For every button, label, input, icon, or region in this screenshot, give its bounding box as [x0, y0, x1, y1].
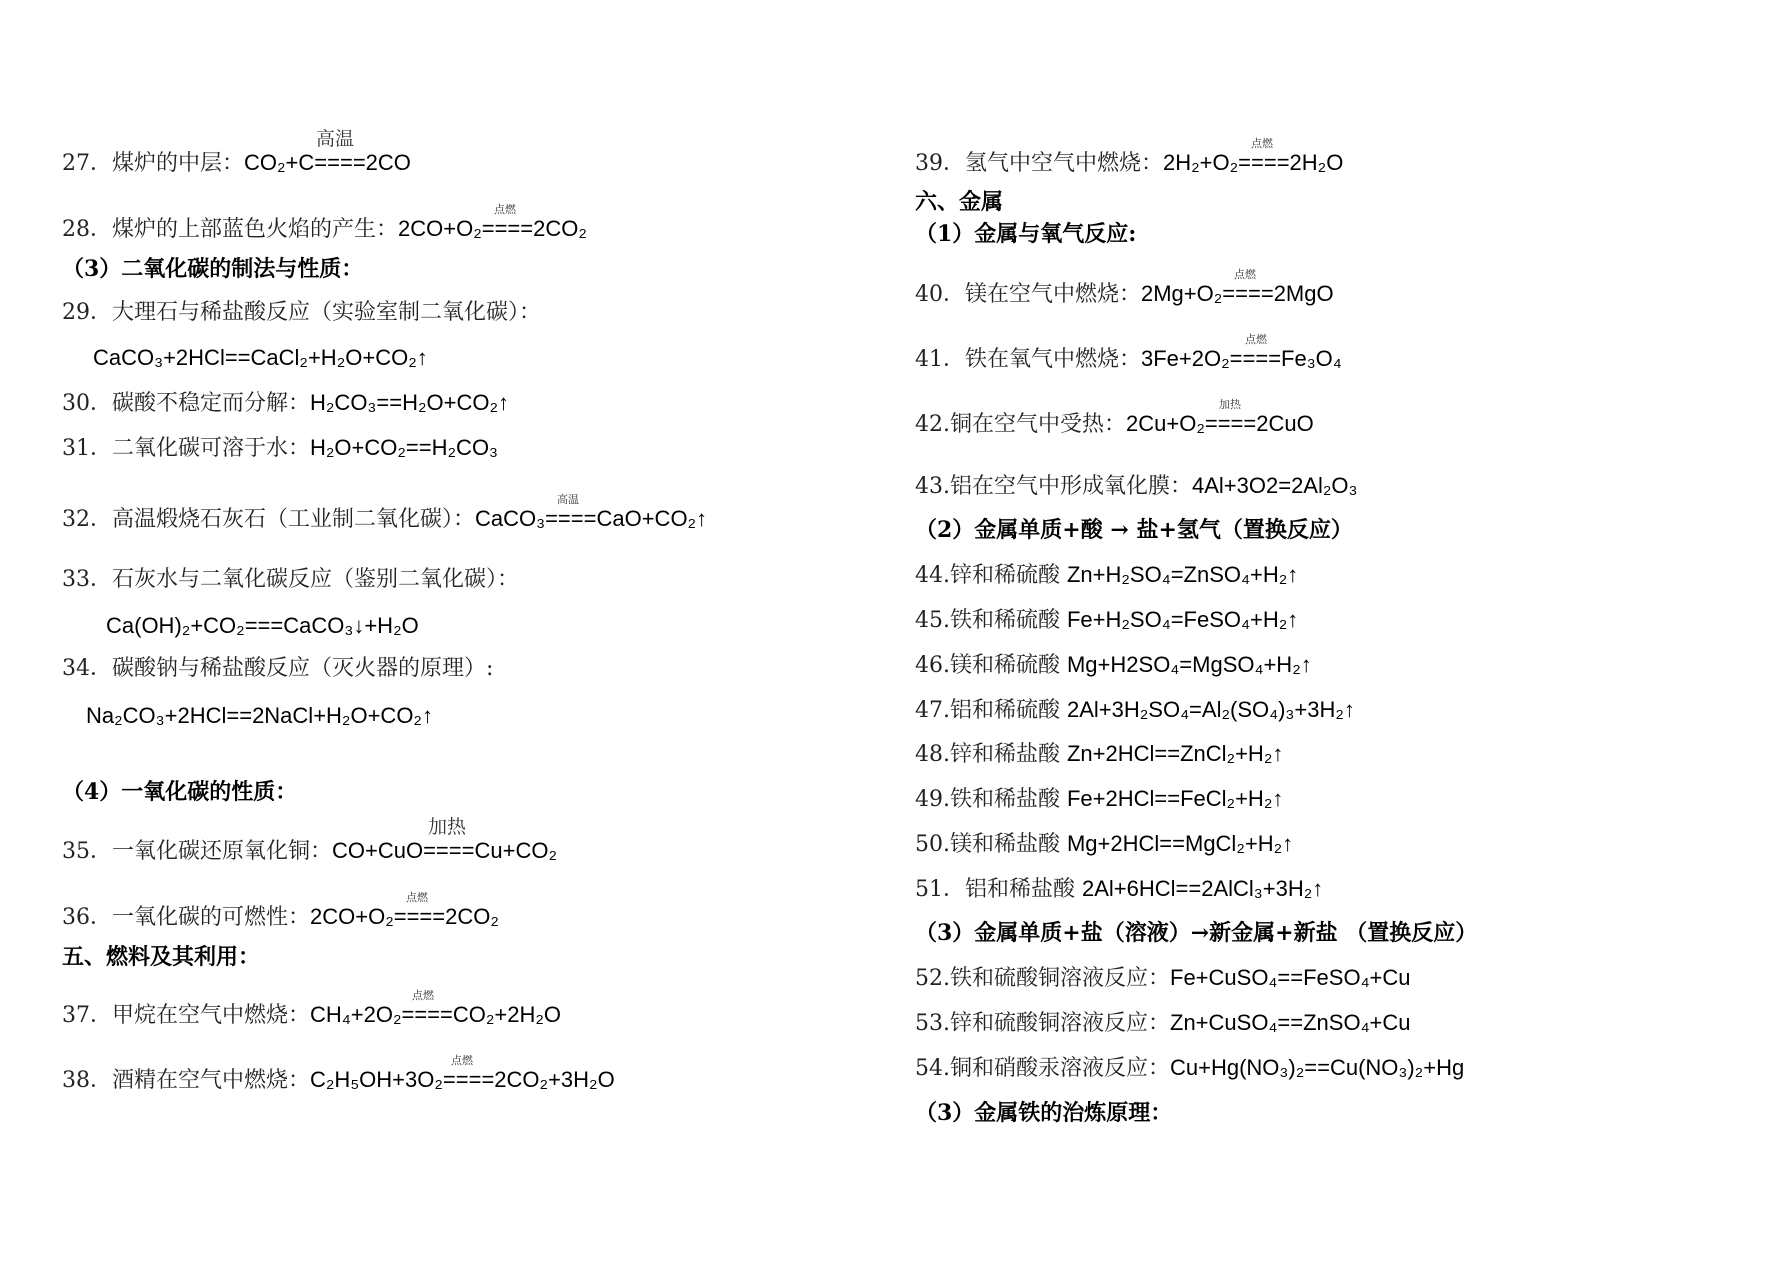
equation-text: 2CO+O₂====2CO₂: [310, 904, 499, 929]
line-27: [62, 128, 411, 177]
line-text: 41．铁在氧气中燃烧：: [915, 347, 1141, 372]
equation-text: C₂H₅OH+3O₂====2CO₂+3H₂O: [310, 1067, 615, 1092]
equation-text: Fe+H₂SO₄=FeSO₄+H₂↑: [1066, 607, 1299, 632]
line-text: 51．铝和稀盐酸: [915, 877, 1082, 902]
line-text: 53.锌和硫酸铜溶液反应：: [915, 1011, 1170, 1036]
section-heading: （3）金属单质+盐（溶液）→新金属+新盐 （置换反应）: [915, 920, 1478, 946]
condition-label: 点燃: [1234, 268, 1256, 281]
line-text: 45.铁和稀硫酸: [915, 608, 1067, 633]
equation-text: CH₄+2O₂====CO₂+2H₂O: [310, 1002, 562, 1027]
line-48: [915, 741, 1283, 768]
line-34: [62, 656, 493, 682]
line-text: 50.镁和稀盐酸: [915, 832, 1067, 857]
condition-label: 点燃: [406, 891, 428, 904]
equation-text: Zn+CuSO₄==ZnSO₄+Cu: [1170, 1010, 1411, 1035]
line-28: [62, 203, 587, 243]
condition-label: 点燃: [1251, 137, 1273, 150]
equation: [1126, 398, 1314, 436]
condition-label: 高温: [316, 128, 355, 150]
section-heading: （3）二氧化碳的制法与性质：: [62, 256, 364, 282]
line-29-equation: [93, 345, 428, 372]
equation-text: Mg+2HCl==MgCl₂+H₂↑: [1066, 831, 1294, 856]
line-47: [915, 697, 1355, 724]
equation-text: Ca(OH)₂+CO₂===CaCO₃↓+H₂O: [106, 613, 419, 638]
section-heading: （2）金属单质+酸 → 盐+氢气（置换反应）: [915, 517, 1353, 543]
equation: [1163, 137, 1344, 175]
equation-text: Fe+2HCl==FeCl₂+H₂↑: [1066, 786, 1284, 811]
equation-text: CaCO₃====CaO+CO₂↑: [475, 506, 708, 531]
line-text: 30．碳酸不稳定而分解：: [62, 391, 310, 416]
equation-text: Zn+H₂SO₄=ZnSO₄+H₂↑: [1066, 562, 1299, 587]
section-heading: 六、金属: [915, 189, 1004, 215]
equation-text: H₂CO₃==H₂O+CO₂↑: [310, 390, 510, 415]
line-53: [915, 1010, 1411, 1037]
section-heading: 五、燃料及其利用：: [62, 944, 261, 970]
equation-text: 4Al+3O2=2Al₂O₃: [1192, 473, 1358, 498]
line-text: 49.铁和稀盐酸: [915, 787, 1067, 812]
equation-text: 2Cu+O₂====2CuO: [1126, 411, 1314, 436]
line-40: [915, 268, 1334, 308]
equation-text: 2CO+O₂====2CO₂: [398, 216, 587, 241]
line-text: 35．一氧化碳还原氧化铜：: [62, 839, 332, 864]
section-heading: （4）一氧化碳的性质：: [62, 779, 298, 805]
line-text: 48.锌和稀盐酸: [915, 742, 1067, 767]
line-52: [915, 965, 1411, 992]
line-34-equation: [86, 703, 433, 730]
line-50: [915, 831, 1293, 858]
line-text: 42.铜在空气中受热：: [915, 412, 1126, 437]
line-51: [915, 876, 1323, 903]
line-42: [915, 398, 1314, 438]
line-46: [915, 652, 1312, 679]
line-30: [62, 390, 509, 417]
line-text: 43.铝在空气中形成氧化膜：: [915, 474, 1192, 499]
line-29: [62, 300, 541, 326]
equation-text: 2H₂+O₂====2H₂O: [1163, 150, 1344, 175]
line-text: 36．一氧化碳的可燃性：: [62, 905, 310, 930]
equation: [244, 128, 411, 175]
equation-text: 2Mg+O₂====2MgO: [1141, 281, 1334, 306]
condition-label: 点燃: [1245, 333, 1267, 346]
line-text: 27．煤炉的中层：: [62, 151, 244, 176]
equation: [332, 816, 557, 863]
equation-text: Na₂CO₃+2HCl==2NaCl+H₂O+CO₂↑: [86, 703, 433, 728]
line-text: 33．石灰水与二氧化碳反应（鉴别二氧化碳）：: [62, 567, 519, 592]
line-43: [915, 473, 1357, 500]
line-39: [915, 137, 1344, 177]
line-text: 28．煤炉的上部蓝色火焰的产生：: [62, 217, 398, 242]
condition-label: 点燃: [412, 989, 434, 1002]
line-36: [62, 891, 499, 931]
line-33: [62, 567, 519, 593]
section-heading: （1）金属与氧气反应:: [915, 221, 1137, 247]
equation-text: Fe+CuSO₄==FeSO₄+Cu: [1170, 965, 1411, 990]
line-text: 32．高温煅烧石灰石（工业制二氧化碳）：: [62, 507, 475, 532]
equation: [310, 891, 499, 929]
equation-text: CO+CuO====Cu+CO₂: [332, 838, 557, 863]
line-49: [915, 786, 1283, 813]
equation-text: Mg+H2SO₄=MgSO₄+H₂↑: [1066, 652, 1312, 677]
equation-text: 2Al+6HCl==2AlCl₃+3H₂↑: [1082, 876, 1324, 901]
condition-label: 高温: [557, 493, 579, 506]
section-heading: （3）金属铁的治炼原理：: [915, 1100, 1173, 1126]
equation-text: CaCO₃+2HCl==CaCl₂+H₂O+CO₂↑: [93, 345, 428, 370]
condition-label: 加热: [428, 816, 467, 838]
line-text: 54.铜和硝酸汞溶液反应：: [915, 1056, 1170, 1081]
equation-text: 2Al+3H₂SO₄=Al₂(SO₄)₃+3H₂↑: [1066, 697, 1355, 722]
equation: [1141, 333, 1342, 371]
line-text: 46.镁和稀硫酸: [915, 653, 1067, 678]
line-text: 39．氢气中空气中燃烧：: [915, 151, 1163, 176]
equation: [398, 203, 587, 241]
condition-label: 点燃: [451, 1054, 473, 1067]
line-text: 44.锌和稀硫酸: [915, 563, 1067, 588]
line-45: [915, 607, 1298, 634]
line-32: [62, 493, 708, 533]
condition-label: 加热: [1219, 398, 1241, 411]
line-44: [915, 562, 1298, 589]
equation-text: Cu+Hg(NO₃)₂==Cu(NO₃)₂+Hg: [1170, 1055, 1465, 1080]
equation-text: CO₂+C====2CO: [244, 150, 411, 175]
line-text: 31．二氧化碳可溶于水：: [62, 436, 310, 461]
equation-text: 3Fe+2O₂====Fe₃O₄: [1141, 346, 1342, 371]
equation: [475, 493, 708, 531]
line-text: 38．酒精在空气中燃烧：: [62, 1068, 310, 1093]
line-text: 29．大理石与稀盐酸反应（实验室制二氧化碳）：: [62, 300, 541, 325]
line-text: 37．甲烷在空气中燃烧：: [62, 1003, 310, 1028]
equation: [310, 1054, 615, 1092]
condition-label: 点燃: [494, 203, 516, 216]
line-text: 34．碳酸钠与稀盐酸反应（灭火器的原理）:: [62, 656, 494, 681]
line-31: [62, 435, 498, 462]
line-text: 40．镁在空气中燃烧：: [915, 282, 1141, 307]
line-38: [62, 1054, 615, 1094]
line-35: [62, 816, 557, 865]
line-text: 52.铁和硫酸铜溶液反应：: [915, 966, 1170, 991]
line-54: [915, 1055, 1464, 1082]
line-33-equation: [106, 613, 419, 640]
line-text: 47.铝和稀硫酸: [915, 698, 1067, 723]
equation-text: Zn+2HCl==ZnCl₂+H₂↑: [1066, 741, 1284, 766]
equation: [310, 989, 562, 1027]
equation: [1141, 268, 1334, 306]
line-37: [62, 989, 562, 1029]
equation-text: H₂O+CO₂==H₂CO₃: [310, 435, 499, 460]
line-41: [915, 333, 1342, 373]
